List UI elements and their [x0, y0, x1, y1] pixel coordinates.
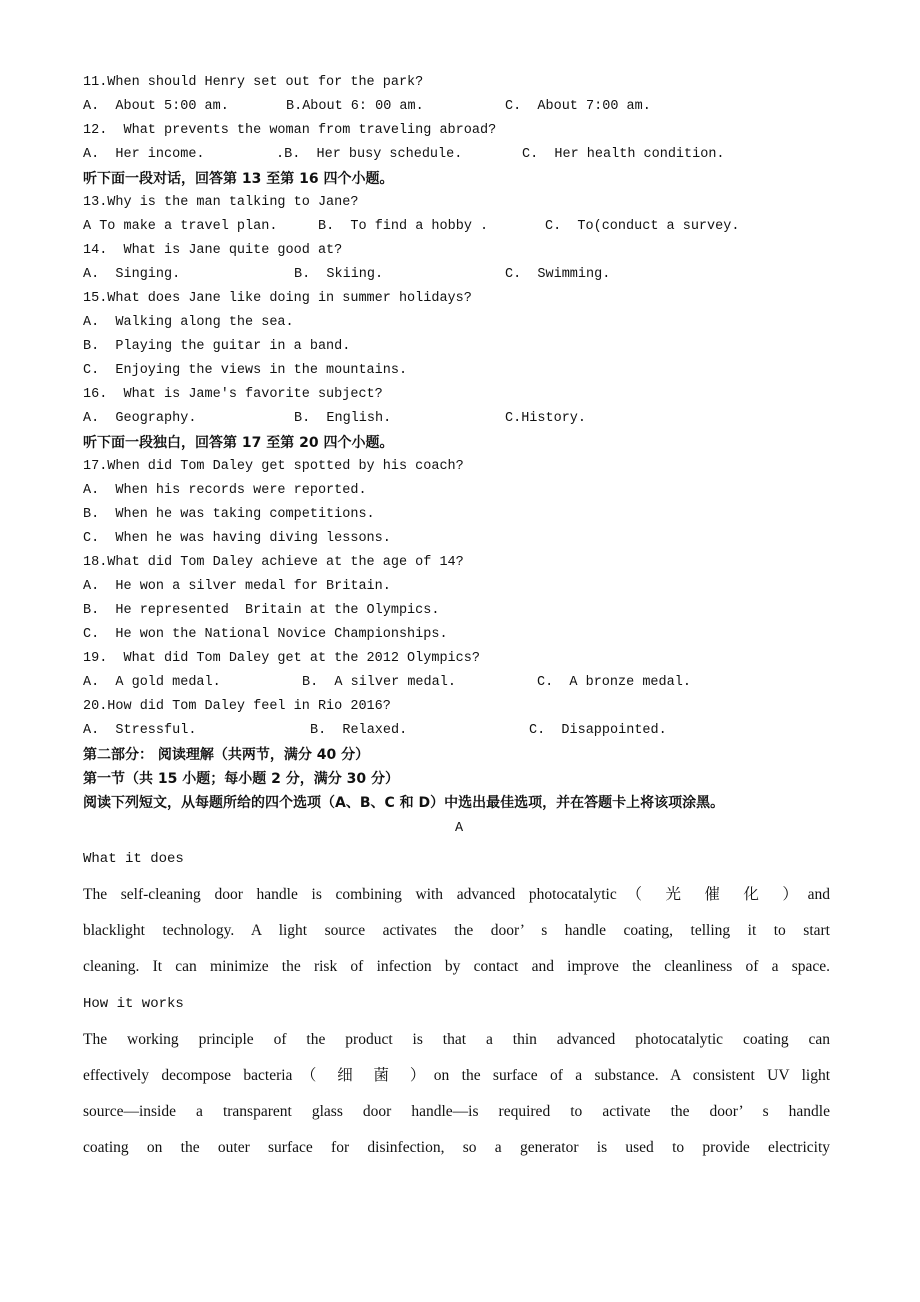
option-b: B.About 6: 00 am. — [286, 99, 424, 114]
option-a: A. Walking along the sea. — [83, 315, 294, 330]
subsection-title: What it does — [83, 851, 184, 867]
option-a: A. Stressful. — [83, 723, 197, 738]
option-c: C. About 7:00 am. — [505, 99, 651, 114]
option-b: B. Playing the guitar in a band. — [83, 339, 351, 354]
question-20: 20.How did Tom Daley feel in Rio 2016? — [83, 699, 391, 714]
option-c: C. He won the National Novice Championships. — [83, 627, 448, 642]
section-heading: 听下面一段独白，回答第 17 至第 20 四个小题。 — [83, 435, 394, 451]
option-a: A. Her income. — [83, 147, 205, 162]
section-heading: 第一节（共 15 小题；每小题 2 分，满分 30 分） — [83, 771, 399, 787]
option-b: B. Skiing. — [294, 267, 384, 282]
option-a: A. A gold medal. — [83, 675, 221, 690]
question-16: 16. What is Jame's favorite subject? — [83, 387, 383, 402]
option-c: C. Swimming. — [505, 267, 611, 282]
question-19: 19. What did Tom Daley get at the 2012 Olympics? — [83, 651, 480, 666]
option-a: A. He won a silver medal for Britain. — [83, 579, 391, 594]
paragraph-line: blacklight technology. A light source activates the door’ s handle coating, telling it to start — [83, 922, 830, 939]
question-13: 13.Why is the man talking to Jane? — [83, 195, 359, 210]
option-b: B. A silver medal. — [302, 675, 456, 690]
option-b: B. When he was taking competitions. — [83, 507, 375, 522]
passage-label: A — [455, 821, 464, 836]
option-c: C. When he was having diving lessons. — [83, 531, 391, 546]
question-18: 18.What did Tom Daley achieve at the age of 14? — [83, 555, 464, 570]
option-c: C. A bronze medal. — [537, 675, 691, 690]
instructions: 阅读下列短文，从每题所给的四个选项（A、B、C 和 D）中选出最佳选项，并在答题卡上将该项涂黑。 — [83, 795, 725, 811]
paragraph-line: The self-cleaning door handle is combining with advanced photocatalytic（ 光 催 化 ）and — [83, 886, 830, 903]
part-heading: 第二部分： 阅读理解（共两节，满分 40 分） — [83, 747, 370, 763]
paragraph-line: coating on the outer surface for disinfection, so a generator is used to provide electricity — [83, 1139, 830, 1156]
option-c: C. Her health condition. — [522, 147, 725, 162]
option-c: C. To(conduct a survey. — [545, 219, 740, 234]
paragraph-line: The working principle of the product is that a thin advanced photocatalytic coating can — [83, 1031, 830, 1048]
paragraph-line: source—inside a transparent glass door handle—is required to activate the door’ s handle — [83, 1103, 830, 1120]
option-a: A To make a travel plan. — [83, 219, 278, 234]
question-12: 12. What prevents the woman from traveling abroad? — [83, 123, 497, 138]
option-b: B. Relaxed. — [310, 723, 408, 738]
option-a: A. Singing. — [83, 267, 181, 282]
paragraph-line: effectively decompose bacteria（ 细 菌 ）on the surface of a substance. A consistent UV light — [83, 1067, 830, 1084]
subsection-title: How it works — [83, 996, 184, 1012]
option-c: C.History. — [505, 411, 587, 426]
option-a: A. Geography. — [83, 411, 197, 426]
section-heading: 听下面一段对话，回答第 13 至第 16 四个小题。 — [83, 171, 394, 187]
question-14: 14. What is Jane quite good at? — [83, 243, 343, 258]
option-a: A. When his records were reported. — [83, 483, 367, 498]
question-17: 17.When did Tom Daley get spotted by his coach? — [83, 459, 464, 474]
paragraph-line: cleaning. It can minimize the risk of infection by contact and improve the cleanliness of a space. — [83, 958, 830, 975]
option-b: B. He represented Britain at the Olympics. — [83, 603, 440, 618]
option-b: .B. Her busy schedule. — [276, 147, 463, 162]
option-c: C. Disappointed. — [529, 723, 667, 738]
option-b: B. English. — [294, 411, 392, 426]
question-11: 11.When should Henry set out for the park? — [83, 75, 424, 90]
option-c: C. Enjoying the views in the mountains. — [83, 363, 408, 378]
option-b: B. To find a hobby . — [318, 219, 489, 234]
option-a: A. About 5:00 am. — [83, 99, 229, 114]
question-15: 15.What does Jane like doing in summer holidays? — [83, 291, 472, 306]
